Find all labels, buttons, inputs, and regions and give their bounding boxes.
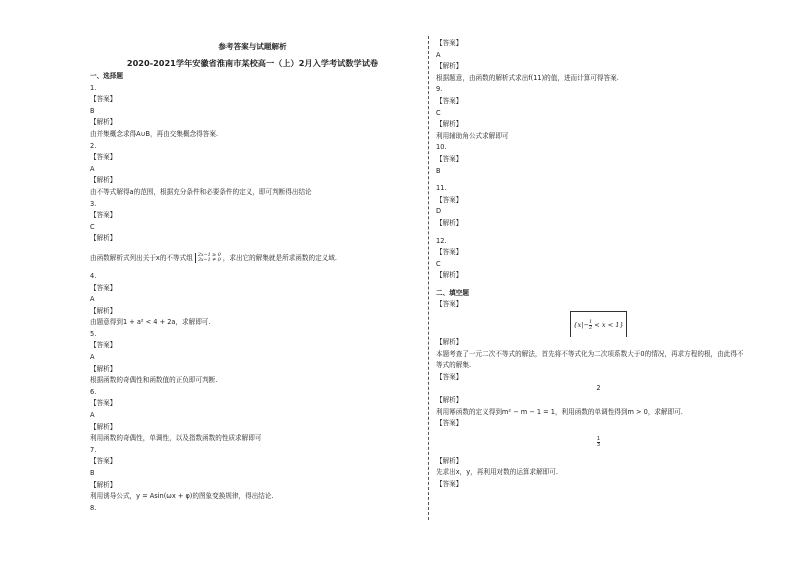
q7-analysis-label: 【解析】 (90, 480, 117, 489)
b1-frac-num: 1 (588, 318, 593, 325)
b3-answer (436, 430, 761, 456)
section-choice-heading: 一、选择题 (90, 72, 123, 80)
q5-analysis: 根据函数的奇偶性和函数值的正负即可判断. (90, 376, 218, 385)
q9-analysis: 利用辅助角公式求解即可 (436, 131, 509, 140)
q4-answer-label: 【答案】 (90, 283, 117, 292)
q8-answer: A (436, 50, 441, 59)
doc-subtitle: 2020-2021学年安徽省淮南市某校高一（上）2月入学考试数学试卷 (126, 58, 379, 68)
q9-number: 9. (436, 85, 443, 94)
q8-number: 8. (90, 503, 97, 512)
b2-analysis-label: 【解析】 (436, 396, 463, 405)
b1-answer-set (570, 311, 626, 337)
q7-analysis: 利用诱导公式，y = Asin(ωx + φ)的图象变换规律，得出结论. (90, 492, 274, 501)
q3-analysis-pre: 由函数解析式列出关于x的不等式组 (90, 253, 193, 262)
q5-answer-label: 【答案】 (90, 341, 117, 350)
b1-answer-post: < x < 1} (592, 321, 624, 330)
q1-number: 1. (90, 83, 97, 92)
q3-analysis (90, 245, 415, 271)
q11-number: 11. (436, 184, 447, 193)
q3-system-top: 2x−1 ≥ 0 (197, 252, 221, 258)
q6-answer: A (90, 411, 95, 420)
q5-number: 5. (90, 329, 97, 338)
b1-analysis-line2: 等式的解集. (436, 361, 472, 370)
q2-number: 2. (90, 141, 97, 150)
q4-number: 4. (90, 271, 97, 280)
q6-analysis-label: 【解析】 (90, 422, 117, 431)
b3-frac-num: 1 (596, 436, 601, 443)
b3-fraction (597, 437, 600, 448)
q9-analysis-label: 【解析】 (436, 120, 463, 129)
section-fill-heading: 二、填空题 (436, 288, 469, 297)
q10-answer: B (436, 166, 441, 175)
q11-answer-label: 【答案】 (436, 195, 463, 204)
q3-answer-label: 【答案】 (90, 211, 117, 220)
q1-answer-label: 【答案】 (90, 95, 117, 104)
b1-analysis-label: 【解析】 (436, 338, 463, 347)
q10-number: 10. (436, 143, 447, 152)
q3-system-bottom: 3x−1 ≠ 0 (197, 257, 221, 263)
q12-number: 12. (436, 236, 447, 245)
q7-number: 7. (90, 445, 97, 454)
b1-answer-label: 【答案】 (436, 300, 463, 309)
b1-answer-pre: {x|− (573, 321, 589, 330)
q4-analysis: 由题意得到1 + a² < 4 + 2a，求解即可. (90, 318, 211, 327)
q10-answer-label: 【答案】 (436, 154, 463, 163)
q1-answer: B (90, 106, 95, 115)
doc-title: 参考答案与试题解析 (218, 42, 287, 51)
left-column (90, 38, 415, 514)
q3-number: 3. (90, 199, 97, 208)
q5-answer: A (90, 353, 95, 362)
q3-inequality-system (195, 253, 221, 263)
q4-analysis-label: 【解析】 (90, 306, 117, 315)
q11-analysis-label: 【解析】 (436, 218, 463, 227)
b3-analysis: 先求出x，y，再利用对数的运算求解即可. (436, 468, 558, 477)
q3-answer: C (90, 222, 95, 231)
q7-answer-label: 【答案】 (90, 457, 117, 466)
q2-analysis-label: 【解析】 (90, 176, 117, 185)
b2-analysis: 利用幂函数的定义得到m² − m − 1 = 1，利用函数的单调性得到m > 0，求解即可. (436, 407, 683, 416)
b3-analysis-label: 【解析】 (436, 456, 463, 465)
column-divider (428, 36, 429, 520)
b2-answer-label: 【答案】 (436, 372, 463, 381)
q2-analysis: 由不等式解得a的范围，根据充分条件和必要条件的定义，即可判断得出结论 (90, 187, 312, 196)
q3-analysis-post: ，求出它的解集就是所求函数的定义域. (222, 253, 337, 262)
b2-answer: 2 (596, 384, 601, 393)
q6-number: 6. (90, 387, 97, 396)
b1-frac-den: 2 (588, 324, 593, 331)
q5-analysis-label: 【解析】 (90, 364, 117, 373)
q3-analysis-label: 【解析】 (90, 234, 117, 243)
q8-analysis: 根据题意，由函数的解析式求出f(11)的值，进而计算可得答案. (436, 73, 619, 82)
b3-frac-den: 3 (596, 442, 601, 449)
q9-answer: C (436, 108, 441, 117)
q12-answer-label: 【答案】 (436, 248, 463, 257)
b4-answer-label: 【答案】 (436, 480, 463, 488)
q1-analysis-label: 【解析】 (90, 118, 117, 127)
q1-analysis: 由并集概念求得A∪B，再由交集概念得答案. (90, 129, 219, 138)
q8-answer-label: 【答案】 (436, 39, 463, 47)
q11-answer: D (436, 207, 442, 216)
q8-analysis-label: 【解析】 (436, 62, 463, 71)
q6-analysis: 利用函数的奇偶性，单调性，以及指数函数的性质求解即可 (90, 434, 262, 443)
q12-answer: C (436, 259, 441, 268)
right-column (436, 38, 761, 491)
q2-answer-label: 【答案】 (90, 153, 117, 162)
q7-answer: B (90, 469, 95, 477)
q12-analysis-label: 【解析】 (436, 271, 463, 280)
q4-answer: A (90, 295, 95, 304)
q9-answer-label: 【答案】 (436, 96, 463, 105)
b1-analysis-line1: 本题考查了一元二次不等式的解法，首先将不等式化为二次项系数大于0的情况，再求方程的根，由此得不 (436, 349, 744, 358)
b1-answer (436, 311, 761, 337)
b3-answer-label: 【答案】 (436, 419, 463, 428)
q6-answer-label: 【答案】 (90, 399, 117, 408)
q2-answer: A (90, 164, 95, 173)
